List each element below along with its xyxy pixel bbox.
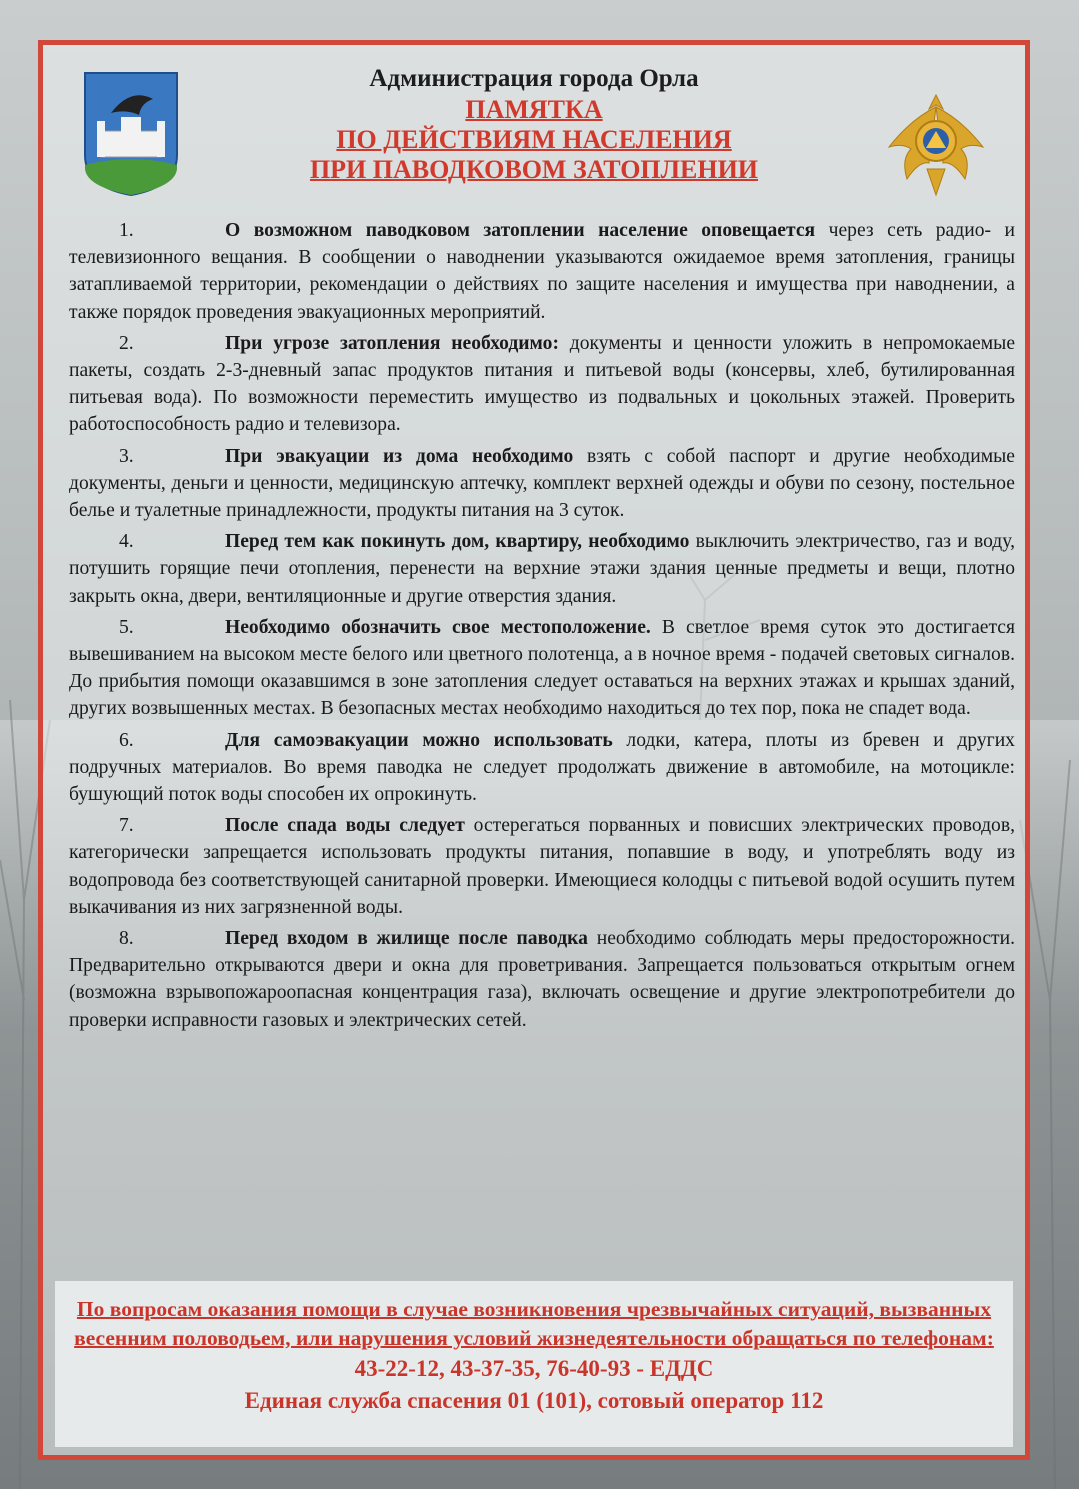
list-item — [69, 727, 1015, 809]
item-text: взять с собой паспорт и другие необходимые документы, деньги и ценности, медицинскую аптечку, комплект верхней одежды и обуви по сезону, постельное белье и туалетные принадлежности, продукты питания на 3 суток. — [69, 445, 1015, 522]
item-lead: Перед входом в жилище после паводка — [225, 928, 588, 950]
item-number: 6. — [119, 729, 134, 751]
item-lead: Перед тем как покинуть дом, квартиру, необходимо — [225, 531, 690, 553]
item-number: 7. — [119, 815, 134, 837]
item-lead: При угрозе затопления необходимо: — [225, 332, 559, 354]
item-text: выключить электричество, газ и воду, потушить горящие печи отопления, перенести на верхние этажи здания ценные предметы и вещи, плотно закрыть окна, двери, вентиляционные и другие отверстия здания. — [69, 531, 1016, 607]
item-lead: Необходимо обозначить свое местоположение. — [225, 616, 651, 638]
item-number: 1. — [119, 220, 134, 241]
list-item — [69, 812, 1015, 921]
list-item — [69, 528, 1015, 610]
title-line-2: ПО ДЕЙСТВИЯМ НАСЕЛЕНИЯ — [336, 125, 732, 154]
notice-frame — [38, 40, 1030, 1460]
item-number: 3. — [119, 445, 134, 467]
item-lead: При эвакуации из дома необходимо — [225, 445, 574, 467]
item-text: через сеть радио- и телевизионного вещания. В сообщении о наводнении указываются ожидаемое время затопления, границы затапливаемой территории, рекомендации о действиях по защите населения и имущества при наводнении, а также порядок проведения эвакуационных мероприятий. — [69, 220, 1015, 323]
title-line-3: ПРИ ПАВОДКОВОМ ЗАТОПЛЕНИИ — [309, 155, 759, 184]
item-number: 5. — [119, 616, 134, 638]
item-number: 2. — [119, 332, 134, 354]
header — [43, 63, 1025, 185]
list-item — [69, 925, 1015, 1034]
list-item — [69, 614, 1015, 723]
title-line-1: ПАМЯТКА — [465, 95, 603, 124]
item-text: остерегаться порванных и повисших электрических проводов, категорически запрещается использовать продукты питания, попавшие в воду, и употреблять воду из водопровода без соответствующей санитарной проверки. Имеющиеся колодцы с питьевой водой осушить путем выкачивания из них загрязненной воды. — [69, 815, 1015, 918]
item-text: документы и ценности уложить в непромокаемые пакеты, создать 2-3-дневный запас продуктов питания и питьевой воды (консервы, хлеб, бутилированная питьевая вода). По возможности переместить имущество из подвальных и цокольных этажей. Проверить работоспособность радио и телевизора. — [69, 332, 1016, 436]
list-item — [69, 443, 1015, 525]
contact-instructions: По вопросам оказания помощи в случае возникновения чрезвычайных ситуаций, вызванных весенним половодьем, или нарушения условий жизнедеятельности обращаться по телефонам: — [74, 1297, 994, 1350]
administration-name: Администрация города Орла — [369, 65, 699, 92]
item-number: 4. — [119, 531, 134, 553]
item-text: лодки, катера, плоты из бревен и других подручных материалов. Во время паводка не следует продолжать движение в автомобиле, на мотоцикле: бушующий поток воды способен их опрокинуть. — [69, 729, 1015, 806]
rescue-service-numbers: Единая служба спасения 01 (101), сотовый оператор 112 — [244, 1388, 824, 1413]
item-text: необходимо соблюдать меры предосторожности. Предварительно открываются двери и окна для проветривания. Запрещается пользоваться открытым огнем (возможна взрывопожароопасная концентрация газа), включать освещение и другие электропотребители до проверки исправности газовых и электрических сетей. — [69, 928, 1015, 1031]
contact-box — [55, 1281, 1013, 1447]
list-item — [69, 330, 1015, 439]
list-item — [69, 217, 1015, 326]
item-lead: После спада воды следует — [225, 815, 465, 837]
item-text: В светлое время суток это достигается вывешиванием на высоком месте белого или цветного полотенца, а в ночное время - подачей световых сигналов. До прибытия помощи оказавшимся в зоне затопления следует оставаться на верхних этажах и крышах зданий, других возвышенных местах. В безопасных местах необходимо находиться до тех пор, пока не спадет вода. — [69, 616, 1015, 720]
instructions-list — [69, 217, 1015, 1038]
item-lead: О возможном паводковом затоплении население оповещается — [225, 220, 816, 241]
item-number: 8. — [119, 928, 134, 950]
item-lead: Для самоэвакуации можно использовать — [225, 729, 613, 751]
edds-phone-numbers: 43-22-12, 43-37-35, 76-40-93 - ЕДДС — [354, 1356, 714, 1381]
